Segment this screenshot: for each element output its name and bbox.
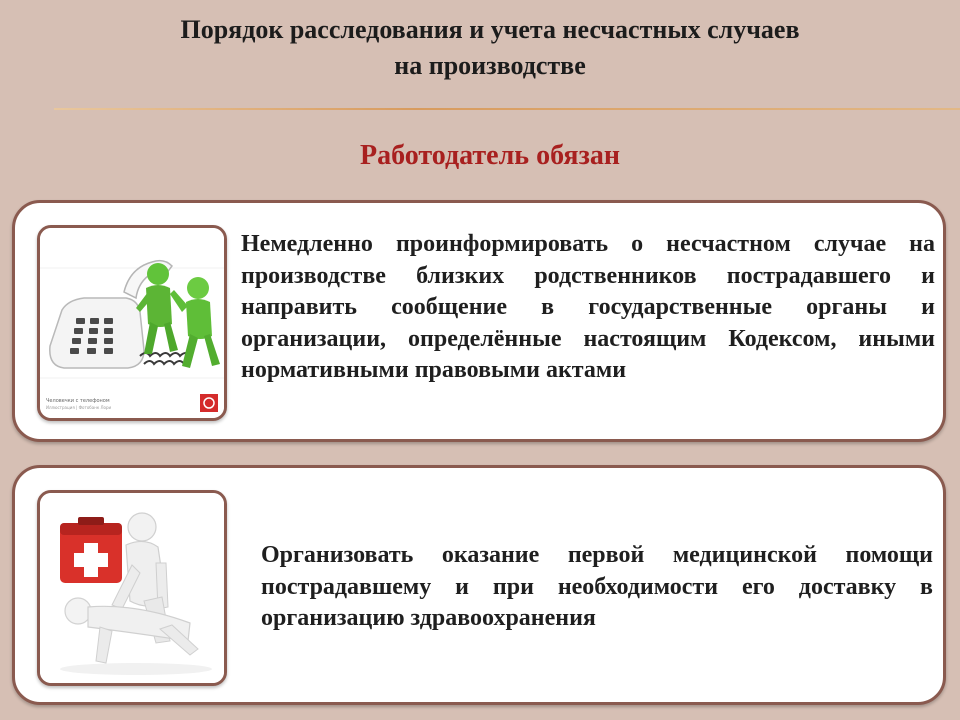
duty-card-notify: [12, 200, 946, 442]
duty-first-aid-text: Организовать оказание первой медицинской помощи пострадавшему и при необходимости его доставку в организацию здравоохранения: [261, 542, 933, 631]
title-divider: [54, 108, 960, 110]
section-subtitle: Работодатель обязан: [360, 140, 620, 171]
slide-title: [60, 12, 920, 84]
first-aid-illustration-icon: [37, 490, 227, 686]
image-caption-line-1: Человечки с телефоном: [46, 398, 110, 404]
slide-title-line-1: Порядок расследования и учета несчастных случаев: [180, 15, 800, 44]
phone-people-illustration-icon: [37, 225, 227, 421]
image-caption-line-2: Иллюстрация | Фотобанк Лори: [46, 405, 112, 410]
duty-card-first-aid: [12, 465, 946, 705]
slide-title-line-2: на производстве: [394, 51, 586, 80]
duty-notify-text: Немедленно проинформировать о несчастном случае на производстве близких родственников пострадавшего и направить сообщение в государственные органы и организации, определённые настоящим Кодексом, иными нормативными правовыми актами: [241, 231, 935, 383]
